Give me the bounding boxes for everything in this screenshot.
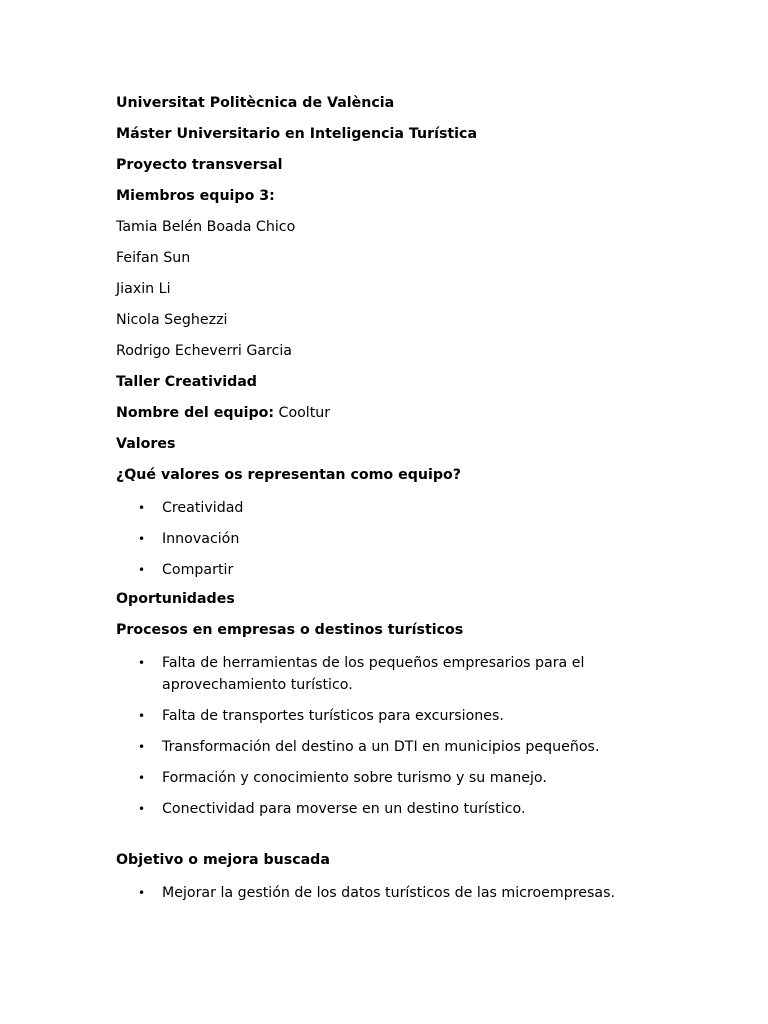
bullet-icon: • bbox=[138, 501, 146, 515]
opportunity-text: Transformación del destino a un DTI en municipios pequeños. bbox=[162, 739, 600, 755]
list-item bbox=[116, 497, 656, 519]
list-item bbox=[116, 882, 656, 904]
objective-text: Mejorar la gestión de los datos turísticos de las microempresas. bbox=[162, 885, 615, 901]
university-name: Universitat Politècnica de València bbox=[116, 95, 395, 111]
team-name-label: Nombre del equipo: bbox=[116, 405, 275, 421]
team-name-value: Cooltur bbox=[274, 405, 331, 421]
opportunities-heading: Oportunidades bbox=[116, 591, 235, 607]
member-name: Tamia Belén Boada Chico bbox=[116, 219, 296, 235]
member-name: Jiaxin Li bbox=[116, 281, 171, 297]
objective-heading: Objetivo o mejora buscada bbox=[116, 852, 330, 868]
bullet-icon: • bbox=[138, 563, 146, 577]
blank-paragraph bbox=[116, 829, 656, 851]
member-name: Feifan Sun bbox=[116, 250, 191, 266]
bullet-icon: • bbox=[138, 886, 146, 900]
list-item bbox=[116, 705, 656, 727]
bullet-icon: • bbox=[138, 709, 146, 723]
bullet-icon: • bbox=[138, 740, 146, 754]
value-text: Creatividad bbox=[162, 500, 244, 516]
list-item bbox=[116, 528, 656, 550]
objective-list bbox=[116, 882, 656, 904]
bullet-icon: • bbox=[138, 802, 146, 816]
bullet-icon: • bbox=[138, 656, 146, 670]
opportunity-text: Conectividad para moverse en un destino turístico. bbox=[162, 801, 526, 817]
workshop-title: Taller Creatividad bbox=[116, 374, 257, 390]
values-question: ¿Qué valores os representan como equipo? bbox=[116, 467, 461, 483]
opportunity-text: Falta de transportes turísticos para excursiones. bbox=[162, 708, 504, 724]
values-heading: Valores bbox=[116, 436, 176, 452]
opportunities-list bbox=[116, 652, 656, 820]
opportunity-text: Formación y conocimiento sobre turismo y su manejo. bbox=[162, 770, 547, 786]
document-page bbox=[116, 94, 656, 913]
value-text: Innovación bbox=[162, 531, 240, 547]
list-item bbox=[116, 798, 656, 820]
list-item bbox=[116, 652, 656, 696]
team-name-line bbox=[116, 404, 656, 435]
opportunity-text: Falta de herramientas de los pequeños empresarios para el aprovechamiento turístico. bbox=[162, 655, 585, 693]
member-name: Nicola Seghezzi bbox=[116, 312, 228, 328]
members-heading: Miembros equipo 3: bbox=[116, 188, 275, 204]
processes-heading: Procesos en empresas o destinos turísticos bbox=[116, 622, 464, 638]
value-text: Compartir bbox=[162, 562, 234, 578]
member-name: Rodrigo Echeverri Garcia bbox=[116, 343, 292, 359]
bullet-icon: • bbox=[138, 532, 146, 546]
list-item bbox=[116, 767, 656, 789]
project-title: Proyecto transversal bbox=[116, 157, 283, 173]
list-item bbox=[116, 736, 656, 758]
master-title: Máster Universitario en Inteligencia Turística bbox=[116, 126, 478, 142]
bullet-icon: • bbox=[138, 771, 146, 785]
values-list bbox=[116, 497, 656, 581]
list-item bbox=[116, 559, 656, 581]
